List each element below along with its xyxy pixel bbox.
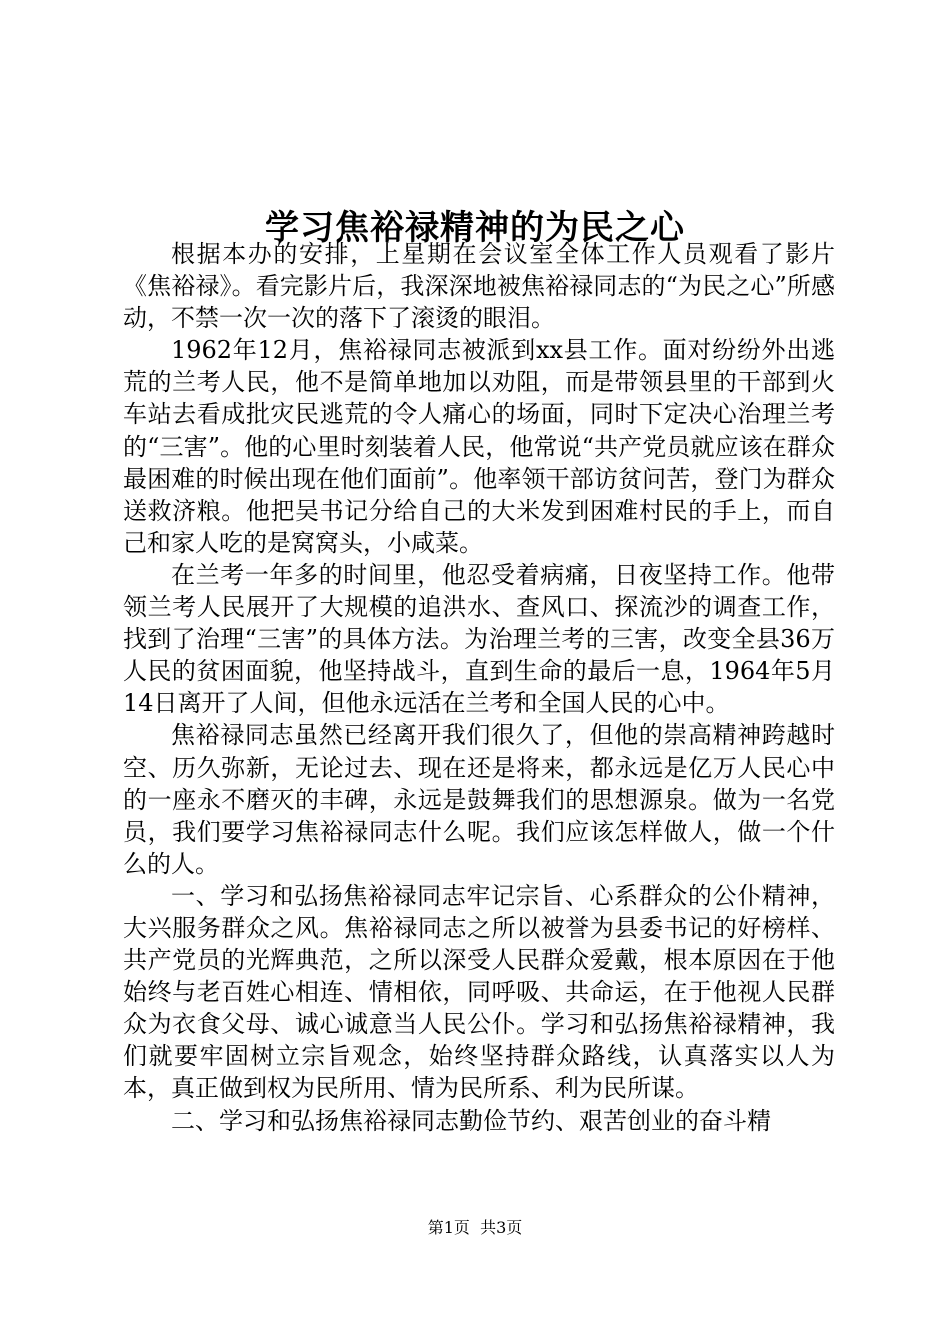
paragraph: 在兰考一年多的时间里，他忍受着病痛，日夜坚持工作。他带领兰考人民展开了大规模的追洪水、查风口、探流沙的调查工作，找到了治理“三害”的具体方法。为治理兰考的三害，改变全县36万人民的贫困面貌，他坚持战斗，直到生命的最后一息，1964年5月14日离开了人间，但他永远活在兰考和全国人民的心中。 bbox=[123, 560, 835, 718]
document-body bbox=[123, 238, 835, 1137]
paragraph: 1962年12月，焦裕禄同志被派到xx县工作。面对纷纷外出逃荒的兰考人民，他不是简单地加以劝阻，而是带领县里的干部到火车站去看成批灾民逃荒的令人痛心的场面，同时下定决心治理兰考的“三害”。他的心里时刻装着人民，他常说“共产党员就应该在群众最困难的时候出现在他们面前”。他率领干部访贫问苦，登门为群众送救济粮。他把吴书记分给自己的大米发到困难村民的手上，而自己和家人吃的是窝窝头，小咸菜。 bbox=[123, 336, 835, 557]
document-title: 学习焦裕禄精神的为民之心 bbox=[265, 207, 685, 248]
page-number: 第1页 bbox=[427, 1218, 470, 1237]
page-total: 共3页 bbox=[480, 1218, 523, 1237]
paragraph: 根据本办的安排，上星期在会议室全体工作人员观看了影片《焦裕禄》。看完影片后，我深深地被焦裕禄同志的“为民之心”所感动，不禁一次一次的落下了滚烫的眼泪。 bbox=[123, 240, 835, 333]
paragraph: 一、学习和弘扬焦裕禄同志牢记宗旨、心系群众的公仆精神，大兴服务群众之风。焦裕禄同志之所以被誉为县委书记的好榜样、共产党员的光辉典范，之所以深受人民群众爱戴，根本原因在于他始终与老百姓心相连、情相依，同呼吸、共命运，在于他视人民群众为衣食父母、诚心诚意当人民公仆。学习和弘扬焦裕禄精神，我们就要牢固树立宗旨观念，始终坚持群众路线，认真落实以人为本，真正做到权为民所用、情为民所系、利为民所谋。 bbox=[123, 881, 835, 1103]
footer-spacer bbox=[470, 1218, 480, 1237]
paragraph: 二、学习和弘扬焦裕禄同志勤俭节约、艰苦创业的奋斗精 bbox=[171, 1106, 771, 1135]
paragraph: 焦裕禄同志虽然已经离开我们很久了，但他的崇高精神跨越时空、历久弥新，无论过去、现在还是将来，都永远是亿万人民心中的一座永不磨灭的丰碑，永远是鼓舞我们的思想源泉。做为一名党员，我们要学习焦裕禄同志什么呢。我们应该怎样做人，做一个什么的人。 bbox=[123, 721, 835, 878]
page-footer bbox=[0, 1216, 950, 1240]
